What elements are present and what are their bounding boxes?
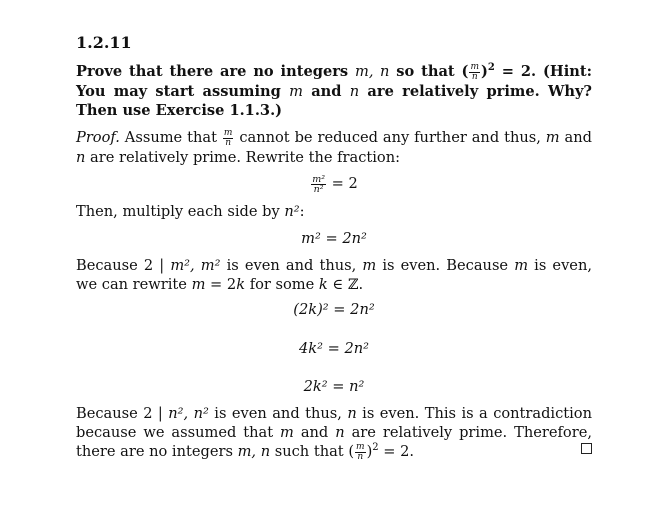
- equation-4: 4k² = 2n²: [298, 340, 370, 357]
- proof-paragraph-4: Because 2 | n², n² is even and thus, n is even. This is a contradiction because we assumed that m and n are relatively prime. Therefore, there are no integers m, n such that ( $\frac{m}{n}$ )$^2$ = 2.: [76, 405, 592, 462]
- exercise-number: 1.2.11: [76, 33, 132, 52]
- fraction-m-over-n: $\frac{m}{n}$: [470, 61, 479, 82]
- proof-label: Proof.: [76, 129, 120, 146]
- fraction-m2-over-n2: $\frac{\text{m²}}{\text{n²}}$: [312, 173, 326, 195]
- problem-statement: Prove that there are no integers m, n so that ( $\frac{m}{n}$ )$^2$ = 2. (Hint: You may start assuming m and n are relatively prime. Why? Then use Exercise 1.1.3.): [76, 61, 592, 119]
- fraction-m-over-n: $\frac{m}{n}$: [223, 127, 233, 148]
- qed-square-icon: [581, 443, 592, 454]
- equation-3: (2k)² = 2n²: [293, 301, 375, 318]
- fraction-m-over-n: $\frac{m}{n}$: [356, 441, 365, 462]
- equation-5: 2k² = n²: [303, 378, 365, 395]
- proof-paragraph-3: Because 2 | m², m² is even and thus, m is even. Because m is even, we can rewrite m = 2k for some k ∈ ℤ.: [76, 257, 592, 293]
- proof-paragraph-1: Proof. Assume that $\frac{m}{n}$ cannot be reduced any further and thus, m and n are relatively prime. Rewrite the fraction:: [76, 127, 592, 166]
- equation-2: m² = 2n²: [301, 230, 367, 247]
- proof-paragraph-2: Then, multiply each side by n²:: [76, 203, 305, 220]
- equation-1: $\frac{\text{m²}}{\text{n²}}$ = 2: [312, 173, 358, 195]
